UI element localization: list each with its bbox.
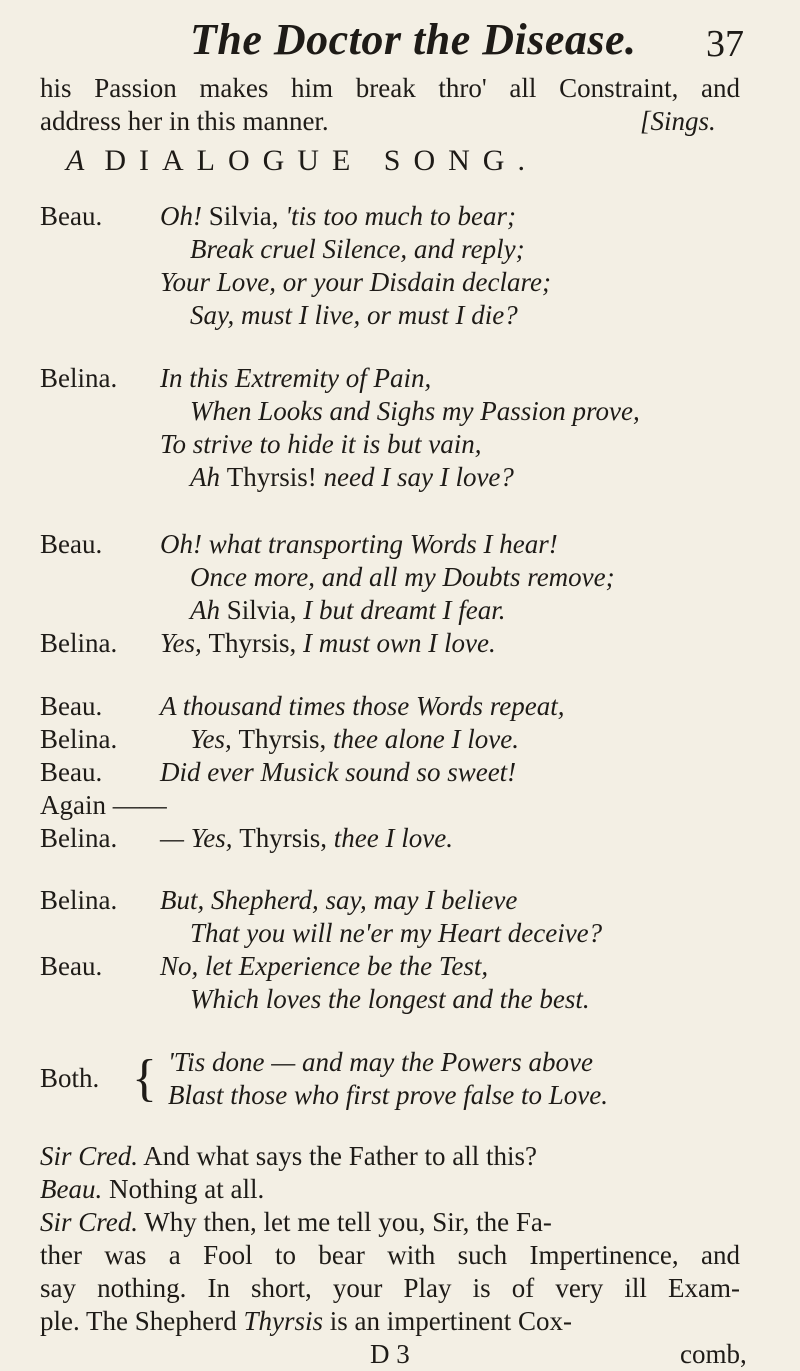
verse-line: To strive to hide it is but vain, xyxy=(160,429,482,459)
dialogue-text: is an impertinent Cox- xyxy=(329,1306,572,1336)
verse-row xyxy=(40,266,760,299)
verse-line xyxy=(160,822,453,855)
dialogue-text: Why then, let me tell you, Sir, the Fa- xyxy=(144,1207,552,1237)
verse-row xyxy=(40,690,760,723)
verse-line: That you will ne'er my Heart deceive? xyxy=(190,918,603,948)
speaker-label: Beau. xyxy=(40,201,103,231)
verse-fragment: Yes, xyxy=(160,628,202,658)
brace: { xyxy=(132,1050,157,1107)
speaker-label: Belina. xyxy=(40,823,118,853)
song-title-text: DIALOGUE SONG. xyxy=(104,144,538,177)
page-footer xyxy=(40,1338,747,1371)
verse-line: Once more, and all my Doubts remove; xyxy=(190,562,615,592)
verse-fragment: I must own I love. xyxy=(303,628,496,658)
dialogue-name: Thyrsis xyxy=(243,1306,323,1336)
intro-line-2 xyxy=(40,105,740,138)
verse-fragment: I but dreamt I fear. xyxy=(303,595,506,625)
page-number: 37 xyxy=(706,23,744,65)
verse-name: Thyrsis, xyxy=(239,823,328,853)
page-header xyxy=(0,8,800,68)
verse-line: 'Tis done — and may the Powers above xyxy=(168,1047,593,1077)
verse-line xyxy=(160,627,496,660)
verse-row xyxy=(40,594,760,627)
verse-line: No, let Experience be the Test, xyxy=(160,951,489,981)
dialogue-line: ther was a Fool to bear with such Impertinence, and xyxy=(40,1240,740,1270)
intro-line-1: his Passion makes him break thro' all Constraint, and xyxy=(40,73,740,103)
verse-line: Blast those who first prove false to Love. xyxy=(168,1080,608,1110)
verse-row xyxy=(40,627,760,660)
verse-line xyxy=(190,461,514,494)
verse-line: Which loves the longest and the best. xyxy=(190,984,590,1014)
verse-line: Break cruel Silence, and reply; xyxy=(190,234,525,264)
dialogue-speaker: Sir Cred. xyxy=(40,1141,139,1171)
dialogue-line xyxy=(40,1173,740,1206)
dialogue-speaker: Beau. xyxy=(40,1174,103,1204)
verse-row xyxy=(40,917,760,950)
verse-fragment: need I say I love? xyxy=(323,462,514,492)
verse-row xyxy=(40,822,760,855)
verse-row xyxy=(40,789,760,822)
verse-row xyxy=(40,299,760,332)
dialogue-text: Nothing at all. xyxy=(108,1174,265,1204)
verse-name: Thyrsis, xyxy=(208,628,297,658)
verse-row xyxy=(40,461,760,494)
verse-name: Thyrsis, xyxy=(238,724,327,754)
speaker-label: Beau. xyxy=(40,529,103,559)
verse-row xyxy=(40,756,760,789)
speaker-label: Both. xyxy=(40,1063,100,1093)
verse-fragment: 'tis too much to bear; xyxy=(285,201,517,231)
song-title xyxy=(66,144,766,178)
verse-line: A thousand times those Words repeat, xyxy=(160,691,565,721)
speaker-label: Beau. xyxy=(40,757,103,787)
stanza-question xyxy=(40,884,760,1016)
dialogue-line xyxy=(40,1305,740,1338)
prose-dialogue xyxy=(40,1140,747,1371)
intro-line-2-text: address her in this manner. xyxy=(40,106,329,136)
verse-row xyxy=(40,528,760,561)
stanza-beau-2 xyxy=(40,528,760,660)
dialogue-text: ple. The Shepherd xyxy=(40,1306,237,1336)
stanza-beau-1 xyxy=(40,200,760,332)
stanza-belina-1 xyxy=(40,362,760,494)
dialogue-speaker: Sir Cred. xyxy=(40,1207,139,1237)
verse-line: In this Extremity of Pain, xyxy=(160,363,432,393)
intro-paragraph xyxy=(40,72,740,138)
verse-row xyxy=(40,983,760,1016)
verse-fragment: Ah xyxy=(190,595,220,625)
dialogue-text: And what says the Father to all this? xyxy=(143,1141,537,1171)
speaker-label: Belina. xyxy=(40,363,118,393)
verse-row xyxy=(40,1046,760,1112)
speaker-label: Belina. xyxy=(40,628,118,658)
verse-line xyxy=(190,594,506,627)
verse-name: Silvia, xyxy=(208,201,279,231)
stage-direction: [Sings. xyxy=(640,106,716,136)
verse-row xyxy=(40,723,760,756)
verse-row xyxy=(40,233,760,266)
verse-fragment: — Yes, xyxy=(160,823,233,853)
verse-row xyxy=(40,950,760,983)
catchword: comb, xyxy=(680,1339,747,1369)
dialogue-line xyxy=(40,1206,740,1239)
verse-fragment: thee I love. xyxy=(333,823,453,853)
speaker-label: Again —— xyxy=(40,790,167,820)
verse-fragment: thee alone I love. xyxy=(333,724,519,754)
verse-line: But, Shepherd, say, may I believe xyxy=(160,885,518,915)
song-title-article: A xyxy=(66,144,85,177)
verse-fragment: Oh! xyxy=(160,201,202,231)
verse-line xyxy=(190,723,519,756)
verse-fragment: Ah xyxy=(190,462,220,492)
verse-row xyxy=(40,428,760,461)
verse-name: Thyrsis! xyxy=(226,462,317,492)
verse-line xyxy=(160,200,516,233)
speaker-label: Beau. xyxy=(40,691,103,721)
verse-row xyxy=(40,362,760,395)
verse-row xyxy=(40,200,760,233)
stanza-exchange xyxy=(40,690,760,855)
speaker-label: Belina. xyxy=(40,724,118,754)
speaker-label: Belina. xyxy=(40,885,118,915)
verse-line: Did ever Musick sound so sweet! xyxy=(160,757,517,787)
verse-line: Oh! what transporting Words I hear! xyxy=(160,529,558,559)
stanza-both xyxy=(40,1046,760,1112)
dialogue-line xyxy=(40,1140,740,1173)
signature-mark: D 3 xyxy=(370,1339,410,1369)
verse-line: Your Love, or your Disdain declare; xyxy=(160,267,551,297)
verse-line: When Looks and Sighs my Passion prove, xyxy=(190,396,640,426)
verse-fragment: Yes, xyxy=(190,724,232,754)
running-title: The Doctor the Disease. xyxy=(190,15,637,64)
verse-row xyxy=(40,395,760,428)
verse-row xyxy=(40,884,760,917)
dialogue-line: say nothing. In short, your Play is of very ill Exam- xyxy=(40,1273,740,1303)
verse-line: Say, must I live, or must I die? xyxy=(190,300,518,330)
verse-name: Silvia, xyxy=(226,595,297,625)
verse-row xyxy=(40,561,760,594)
speaker-label: Beau. xyxy=(40,951,103,981)
